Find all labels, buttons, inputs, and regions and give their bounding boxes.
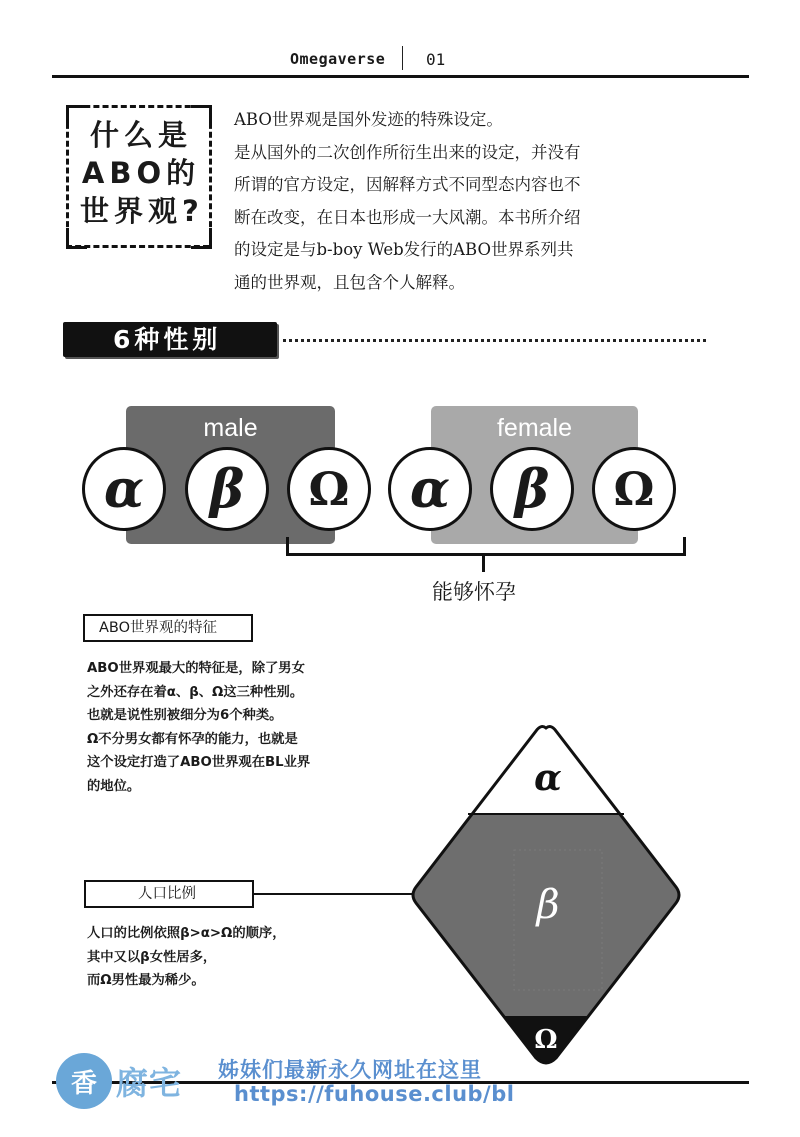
features-line: Ω不分男女都有怀孕的能力，也就是	[87, 731, 298, 747]
frame-top-dash	[66, 105, 209, 108]
page-title	[80, 116, 202, 230]
title-line-2: ABO的	[81, 156, 201, 190]
features-line: 的地位。	[87, 778, 141, 794]
title-line-3: 世界观?	[80, 194, 204, 228]
watermark-text: 姊妹们最新永久网址在这里	[218, 1058, 482, 1082]
section-title: 6种性别	[113, 325, 222, 354]
diamond-omega-label: Ω	[534, 1025, 558, 1055]
site-logo-text: 腐宅	[116, 1064, 183, 1102]
intro-line: 所谓的官方设定，因解释方式不同型态内容也不	[234, 175, 581, 194]
male-beta-symbol: β	[185, 447, 269, 531]
male-alpha-symbol: α	[82, 447, 166, 531]
header-rule	[52, 75, 749, 78]
female-label: female	[496, 414, 573, 442]
features-line: 之外还存在着α、β、Ω这三种性别。	[87, 684, 304, 700]
female-beta-symbol: β	[490, 447, 574, 531]
female-omega-symbol: Ω	[592, 447, 676, 531]
diamond-beta-label: β	[536, 882, 560, 928]
section-banner	[63, 322, 277, 357]
frame-left-dash	[66, 105, 69, 245]
intro-line: 通的世界观，且包含个人解释。	[234, 272, 465, 292]
frame-bottom-dash	[66, 245, 209, 248]
watermark-url[interactable]: https://fuhouse.club/bl	[234, 1082, 515, 1106]
features-line: 也就是说性别被细分为6个种类。	[87, 708, 283, 724]
male-label: male	[203, 414, 258, 442]
frame-right-dash	[209, 105, 212, 245]
intro-paragraph	[234, 104, 634, 299]
intro-line: 是从国外的二次创作所衍生出来的设定，并没有	[234, 142, 581, 162]
population-diamond	[408, 722, 684, 1072]
pregnancy-label: 能够怀孕	[432, 580, 516, 604]
features-line: 这个设定打造了ABO世界观在BL业界	[87, 755, 311, 771]
title-line-1: 什么是	[89, 118, 192, 152]
intro-line: 断在改变，在日本也形成一大风潮。本书所介绍	[234, 207, 581, 227]
features-line: ABO世界观最大的特征是，除了男女	[87, 661, 305, 676]
population-paragraph	[87, 922, 286, 993]
page-number: 01	[426, 50, 446, 69]
banner-dotted-rule	[283, 339, 706, 342]
running-header-title: Omegaverse	[290, 50, 386, 68]
population-connector-line	[254, 893, 416, 895]
female-alpha-symbol: α	[388, 447, 472, 531]
intro-line: 的设定是与b-boy Web发行的ABO世界系列共	[234, 240, 574, 259]
population-label-box: 人口比例	[84, 880, 254, 908]
intro-line: ABO世界观是国外发迹的特殊设定。	[234, 110, 503, 129]
header-separator	[402, 46, 403, 70]
population-line: 其中又以β女性居多，	[87, 949, 217, 965]
population-line: 人口的比例依照β>α>Ω的顺序，	[87, 926, 286, 941]
features-label-box: ABO世界观的特征	[83, 614, 253, 642]
features-paragraph	[87, 657, 310, 799]
male-omega-symbol: Ω	[287, 447, 371, 531]
diamond-alpha-label: α	[534, 757, 562, 799]
population-line: 而Ω男性最为稀少。	[87, 973, 205, 989]
site-logo-icon: 香	[56, 1053, 112, 1109]
